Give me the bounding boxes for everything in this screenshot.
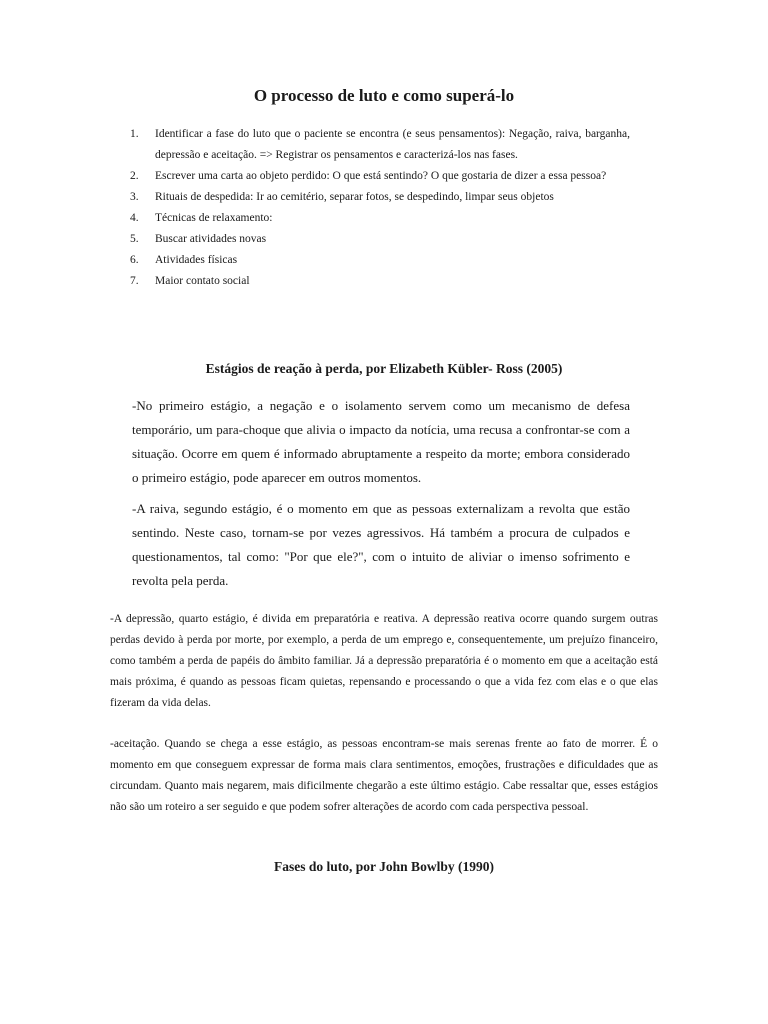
list-number: 4. <box>130 212 139 224</box>
list-text: Maior contato social <box>155 275 250 287</box>
list-item <box>130 124 630 166</box>
list-text: Escrever uma carta ao objeto perdido: O que está sentindo? O que gostaria de dizer a essa pessoa? <box>155 170 607 182</box>
list-number: 6. <box>130 254 139 266</box>
list-item <box>130 229 630 250</box>
list-text: Identificar a fase do luto que o paciente se encontra (e seus pensamentos): Negação, raiva, barganha, depressão e aceitação. => Registrar os pensamentos e caracterizá-los nas fases. <box>155 128 630 161</box>
paragraph-depression: -A depressão, quarto estágio, é divida em preparatória e reativa. A depressão reativa ocorre quando surgem outras perdas devido à perda por morte, por exemplo, a perda de um emprego e, consequentemente, um prejuízo financeiro, como também a perda de papéis do âmbito familiar. Já a depressão preparatória é o momento em que a aceitação está mais próxima, é quando as pessoas ficam quietas, repensando e processando o que a vida fez com elas e o que elas fizeram da vida delas. <box>110 613 658 709</box>
steps-list <box>130 124 630 292</box>
list-item <box>130 187 630 208</box>
document-title: O processo de luto e como superá-lo <box>253 86 515 105</box>
list-number: 1. <box>130 128 139 140</box>
paragraph-acceptance: -aceitação. Quando se chega a esse estágio, as pessoas encontram-se mais serenas frente ao fato de morrer. É o momento em que conseguem expressar de forma mais clara sentimentos, emoções, frustrações e dificuldades que as circundam. Quanto mais negarem, mais dificilmente chegarão a este último estágio. Cabe ressaltar que, esses estágios não são um roteiro a ser seguido e que podem sofrer alterações de acordo com cada perspectiva pessoal. <box>110 738 658 813</box>
section-heading-bowlby: Fases do luto, por John Bowlby (1990) <box>274 859 494 874</box>
list-item <box>130 208 630 229</box>
list-text: Atividades físicas <box>155 254 238 266</box>
paragraph-anger: -A raiva, segundo estágio, é o momento em que as pessoas externalizam a revolta que estão sentindo. Neste caso, tornam-se por vezes agressivos. Há também a procura de culpados e questionamentos, tal como: "Por que ele?", com o intuito de aliviar o imenso sofrimento e revolta pela perda. <box>132 501 630 588</box>
list-number: 5. <box>130 233 139 245</box>
list-number: 2. <box>130 170 139 182</box>
list-item <box>130 271 630 292</box>
section-heading-kubler-ross: Estágios de reação à perda, por Elizabeth Kübler- Ross (2005) <box>205 361 563 376</box>
list-text: Técnicas de relaxamento: <box>155 212 273 224</box>
list-text: Buscar atividades novas <box>155 233 267 245</box>
list-number: 7. <box>130 275 139 287</box>
list-item <box>130 250 630 271</box>
list-text: Rituais de despedida: Ir ao cemitério, separar fotos, se despedindo, limpar seus objetos <box>155 191 554 203</box>
paragraph-negation: -No primeiro estágio, a negação e o isolamento servem como um mecanismo de defesa temporário, um para-choque que alivia o impacto da notícia, uma recusa a confrontar-se com a situação. Ocorre em quem é informado abruptamente a respeito da morte; embora considerado o primeiro estágio, pode aparecer em outros momentos. <box>132 398 630 485</box>
list-item <box>130 166 630 187</box>
list-number: 3. <box>130 191 139 203</box>
